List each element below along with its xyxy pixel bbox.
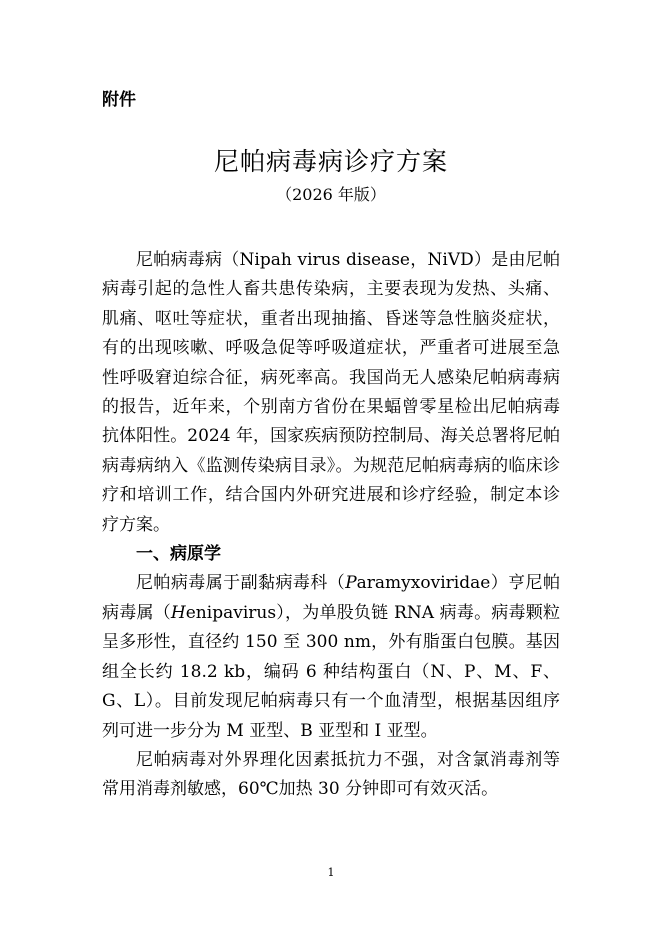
etiology-text-part-e: enipavirus），为单股负链 RNA 病毒。病毒颗粒呈多形性，直径约 150 至 300 nm，外有脂蛋白包膜。基因组全长约 18.2 kb，编码 6 种结构蛋白（N、P、M、F、G、L）。目前发现尼帕病毒只有一个血清型，根据基因组序列可进一步分为 M 亚型、B 亚型和 I 亚型。 <box>102 602 560 741</box>
etiology-paragraph-1 <box>102 569 560 745</box>
document-title: 尼帕病毒病诊疗方案 <box>213 147 448 176</box>
genus-initial-italic: H <box>170 602 186 623</box>
etiology-paragraph-2: 尼帕病毒对外界理化因素抵抗力不强，对含氯消毒剂等常用消毒剂敏感，60℃加热 30 分钟即可有效灭活。 <box>102 749 560 800</box>
document-body <box>102 246 560 805</box>
etiology-text-part-a: 尼帕病毒属于副黏病毒科（ <box>136 573 346 594</box>
document-edition: （2026 年版） <box>276 185 386 204</box>
section-heading-etiology: 一、病原学 <box>136 544 221 565</box>
intro-paragraph: 尼帕病毒病（Nipah virus disease，NiVD）是由尼帕病毒引起的急性人畜共患传染病，主要表现为发热、头痛、肌痛、呕吐等症状，重者出现抽搐、昏迷等急性脑炎症状，有的出现咳嗽、呼吸急促等呼吸道症状，严重者可进展至急性呼吸窘迫综合征，病死率高。我国尚无人感染尼帕病毒病的报告，近年来，个别南方省份在果蝠曾零星检出尼帕病毒抗体阳性。2024 年，国家疾病预防控制局、海关总署将尼帕病毒病纳入《监测传染病目录》。为规范尼帕病毒病的临床诊疗和培训工作，结合国内外研究进展和诊疗经验，制定本诊疗方案。 <box>102 250 560 535</box>
family-initial-italic: P <box>345 573 357 594</box>
attachment-label: 附件 <box>102 90 136 110</box>
etiology-text-part-c: aramyxoviridae）亨尼帕病毒属（ <box>102 573 560 623</box>
page-number: 1 <box>327 866 335 879</box>
